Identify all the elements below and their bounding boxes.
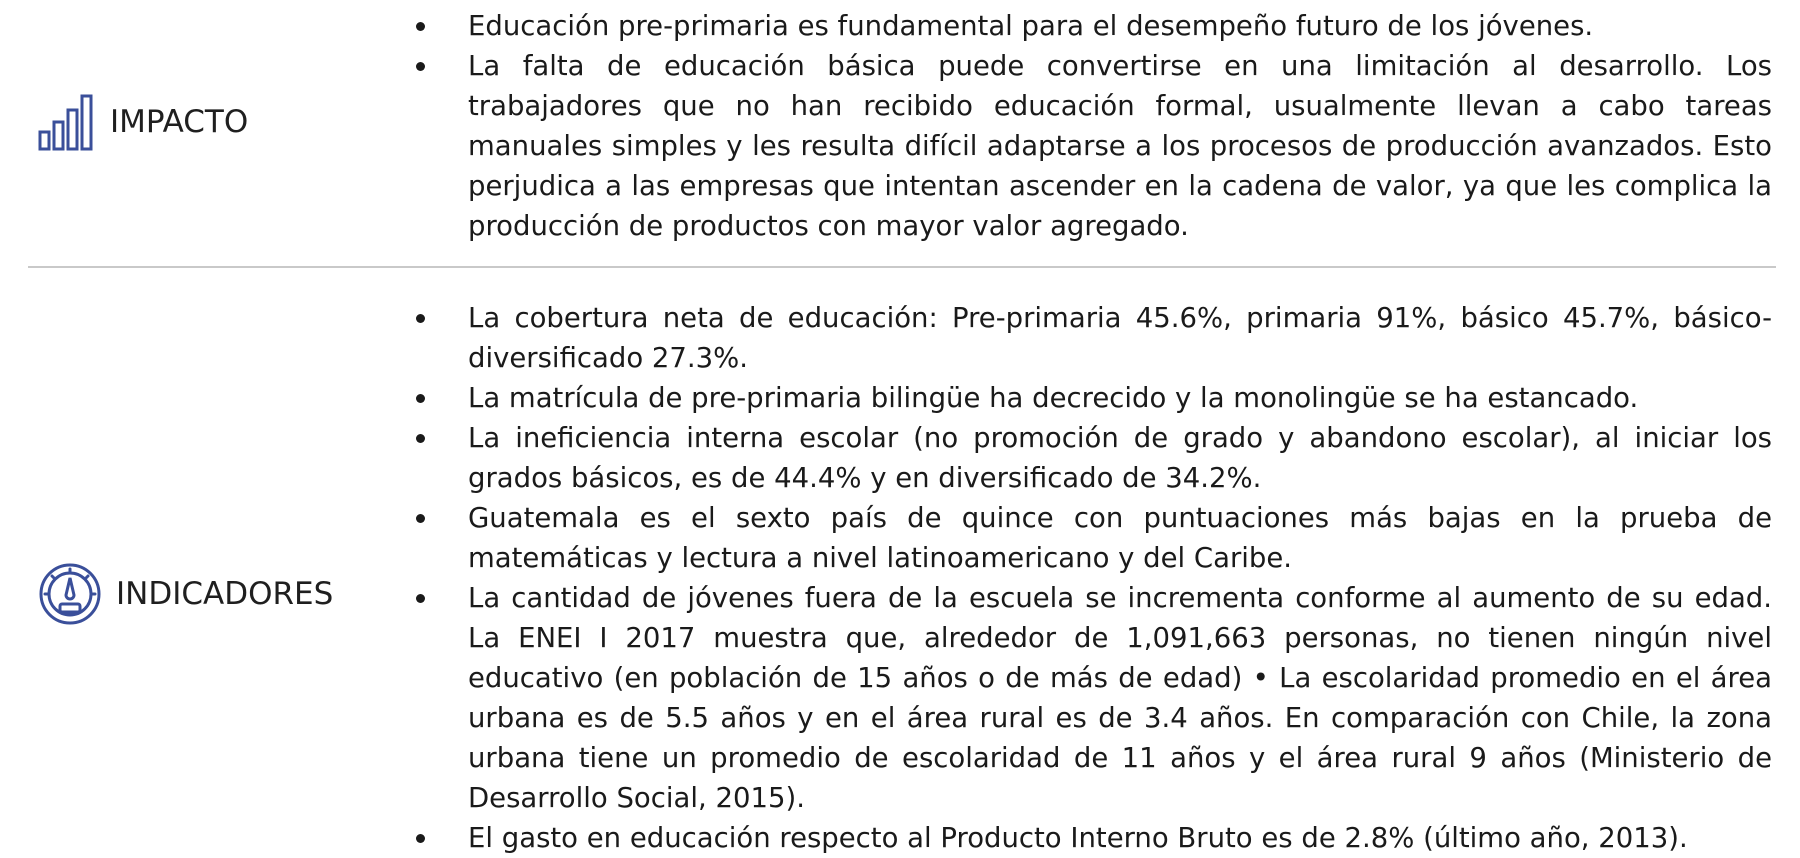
indicators-heading — [38, 562, 333, 626]
list-item: La matrícula de pre-primaria bilingüe ha decrecido y la monolingüe se ha estancado. — [410, 378, 1772, 418]
impact-section — [0, 0, 1800, 266]
list-item: El gasto en educación respecto al Producto Interno Bruto es de 2.8% (último año, 2013). — [410, 818, 1772, 858]
impact-label: IMPACTO — [110, 104, 249, 140]
indicators-label: INDICADORES — [116, 576, 334, 612]
bar-chart-icon — [38, 92, 96, 152]
impact-heading — [38, 92, 248, 152]
list-item: La ineficiencia interna escolar (no promoción de grado y abandono escolar), al iniciar los grados básicos, es de 44.4% y en diversificado de 34.2%. — [410, 418, 1772, 498]
list-item: La falta de educación básica puede convertirse en una limitación al desarrollo. Los trabajadores que no han recibido educación formal, usualmente llevan a cabo tareas manuales simples y les resulta difícil adaptarse a los procesos de producción avanzados. Esto perjudica a las empresas que intentan ascender en la cadena de valor, ya que les complica la producción de productos con mayor valor agregado. — [410, 46, 1772, 246]
indicators-section — [0, 268, 1800, 854]
list-item: La cobertura neta de educación: Pre-primaria 45.6%, primaria 91%, básico 45.7%, básico-diversificado 27.3%. — [410, 298, 1772, 378]
indicators-bullet-list — [410, 298, 1772, 858]
list-item: Educación pre-primaria es fundamental para el desempeño futuro de los jóvenes. — [410, 6, 1772, 46]
gauge-icon — [38, 562, 102, 626]
impact-bullet-list — [410, 6, 1772, 246]
list-item: La cantidad de jóvenes fuera de la escuela se incrementa conforme al aumento de su edad. La ENEI I 2017 muestra que, alrededor de 1,091,663 personas, no tienen ningún nivel educativo (en población de 15 años o de más de edad) • La escolaridad promedio en el área urbana es de 5.5 años y en el área rural es de 3.4 años. En comparación con Chile, la zona urbana tiene un promedio de escolaridad de 11 años y el área rural 9 años (Ministerio de Desarrollo Social, 2015). — [410, 578, 1772, 818]
list-item: Guatemala es el sexto país de quince con puntuaciones más bajas en la prueba de matemáticas y lectura a nivel latinoamericano y del Caribe. — [410, 498, 1772, 578]
